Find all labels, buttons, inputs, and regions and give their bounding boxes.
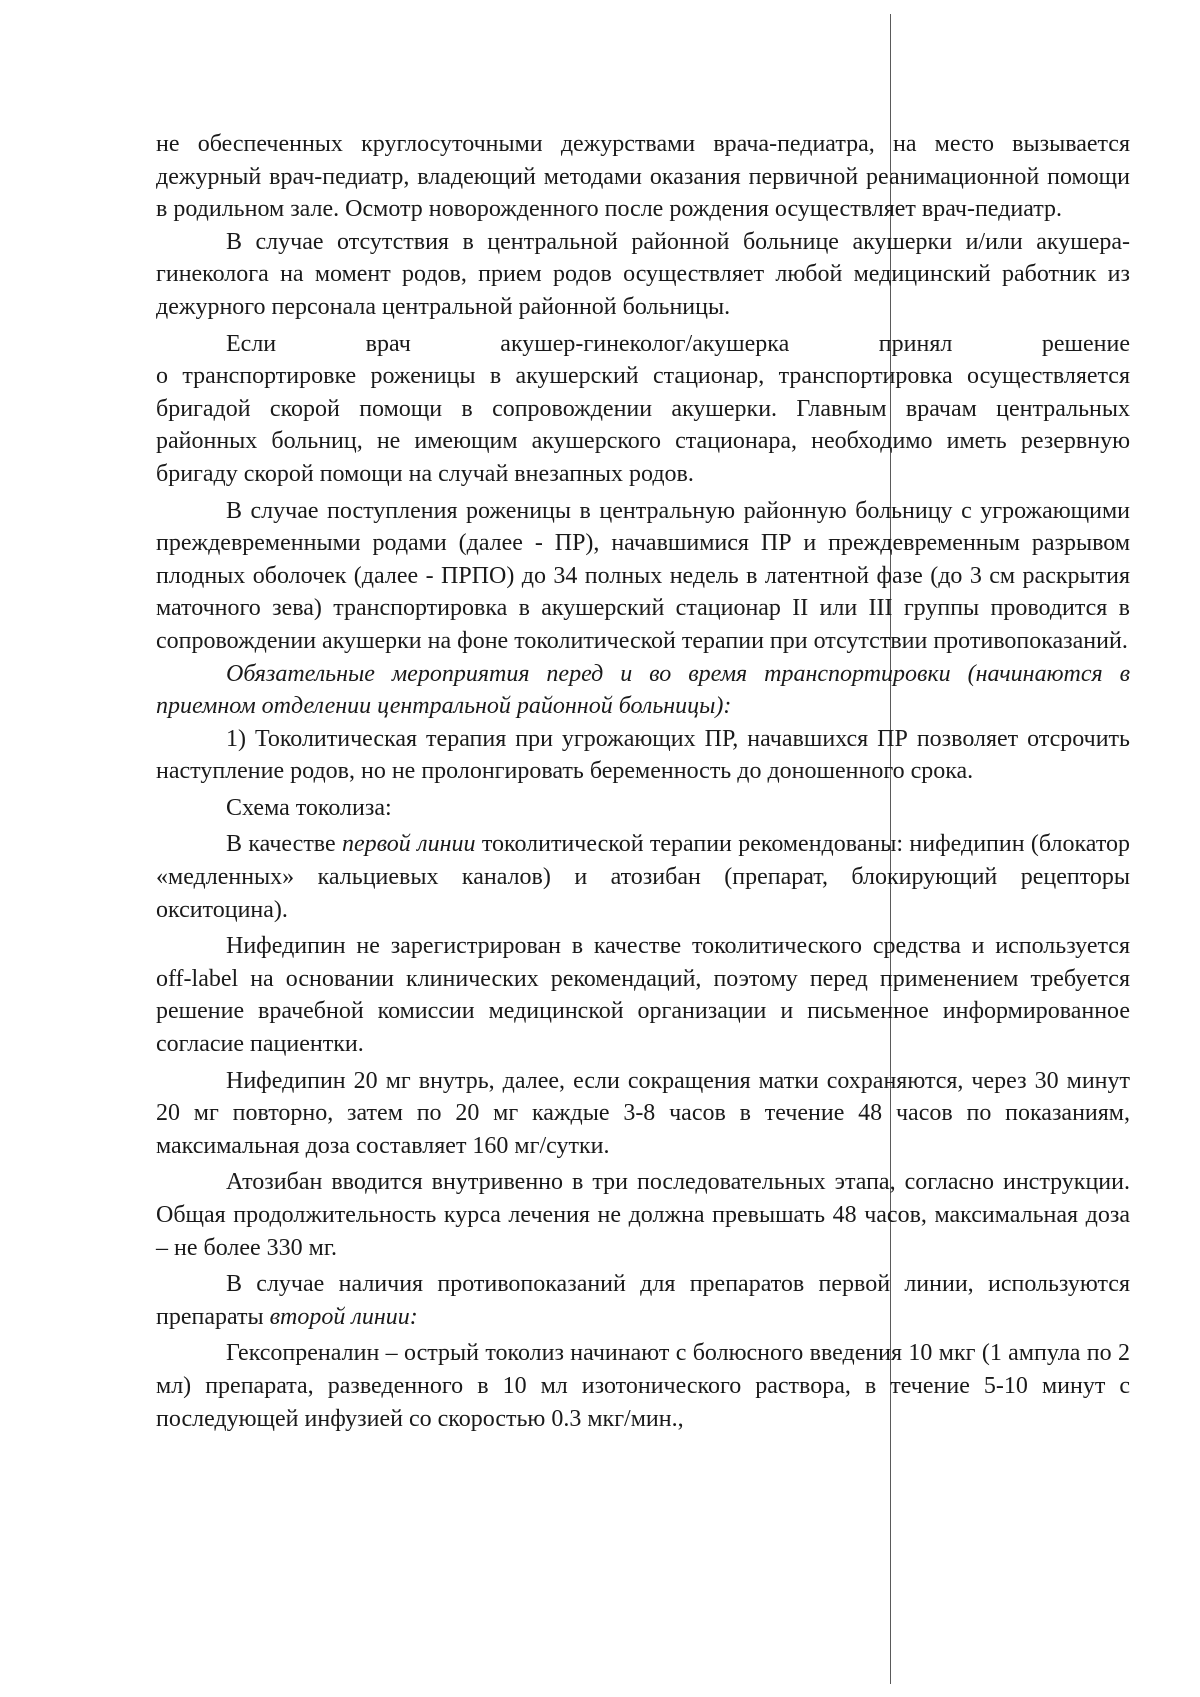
p3-word-3: акушер-гинеколог/акушерка — [500, 330, 790, 357]
p8-text-a: В качестве — [226, 831, 342, 858]
p3-word-2: врач — [365, 330, 411, 357]
document-body — [156, 128, 1130, 1435]
p8-text-c: токолитической терапии рекомендованы: нифедипин (блокатор «медленных» кальциевых каналов) и атозибан (препарат, блокирующий рецепторы окситоцина). — [156, 831, 1131, 923]
paragraph-2: В случае отсутствия в центральной районной больнице акушерки и/или акушера-гинеколога на момент родов, прием родов осуществляет любой медицинский работник из дежурного персонала центральной районной больницы. — [156, 228, 1130, 320]
paragraph-5-heading: Обязательные мероприятия перед и во время транспортировки (начинаются в приемном отделении центральной районной больницы): — [156, 660, 1130, 720]
p12-text-a: В случае наличия противопоказаний для препаратов первой линии, используются препараты — [156, 1271, 1130, 1330]
p12-second-line-emph: второй линии: — [269, 1303, 418, 1330]
paragraph-4: В случае поступления роженицы в центральную районную больницу с угрожающими преждевременными родами (далее - ПР), начавшимися ПР и преждевременным разрывом плодных оболочек (далее - ПРПО) до 34 полных недель в латентной фазе (до 3 см раскрытия маточного зева) транспортировка в акушерский стационар II или III группы проводится в сопровождении акушерки на фоне токолитической терапии при отсутствии противопоказаний. — [156, 497, 1130, 654]
paragraph-3-rest: о транспортировке роженицы в акушерский стационар, транспортировка осуществляется бригадой скорой помощи в сопровождении акушерки. Главным врачам центральных районных больниц, не имеющим акушерского стационара, необходимо иметь резервную бригаду скорой помощи на случай внезапных родов. — [156, 363, 1130, 487]
paragraph-10: Нифедипин 20 мг внутрь, далее, если сокращения матки сохраняются, через 30 минут 20 мг повторно, затем по 20 мг каждые 3-8 часов в течение 48 часов по показаниям, максимальная доза составляет 160 мг/сутки. — [156, 1067, 1130, 1159]
paragraph-11: Атозибан вводится внутривенно в три последовательных этапа, согласно инструкции. Общая продолжительность курса лечения не должна превышать 48 часов, максимальная доза – не более 330 мг. — [156, 1169, 1130, 1261]
paragraph-3-first-line — [156, 328, 1130, 361]
paragraph-7: Схема токолиза: — [226, 794, 392, 821]
p3-word-5: решение — [1041, 330, 1130, 357]
p8-first-line-emph: первой линии — [342, 831, 476, 858]
paragraph-13: Гексопреналин – острый токолиз начинают с болюсного введения 10 мкг (1 ампула по 2 мл) препарата, разведенного в 10 мл изотонического раствора, в течение 5-10 минут с последующей инфузией со скоростью 0.3 мкг/мин., — [156, 1340, 1130, 1432]
paragraph-1: не обеспеченных круглосуточными дежурствами врача-педиатра, на место вызывается дежурный врач-педиатр, владеющий методами оказания первичной реанимационной помощи в родильном зале. Осмотр новорожденного после рождения осуществляет врач-педиатр. — [156, 131, 1130, 223]
paragraph-12 — [156, 1268, 1130, 1333]
paragraph-6: 1) Токолитическая терапия при угрожающих ПР, начавшихся ПР позволяет отсрочить наступление родов, но не пролонгировать беременность до доношенного срока. — [156, 725, 1130, 785]
p3-word-4: принял — [878, 330, 953, 357]
paragraph-8 — [156, 828, 1130, 926]
paragraph-9: Нифедипин не зарегистрирован в качестве токолитического средства и используется off-label на основании клинических рекомендаций, поэтому перед применением требуется решение врачебной комиссии медицинской организации и письменное информированное согласие пациентки. — [156, 933, 1130, 1058]
p3-word-1: Если — [226, 330, 277, 357]
